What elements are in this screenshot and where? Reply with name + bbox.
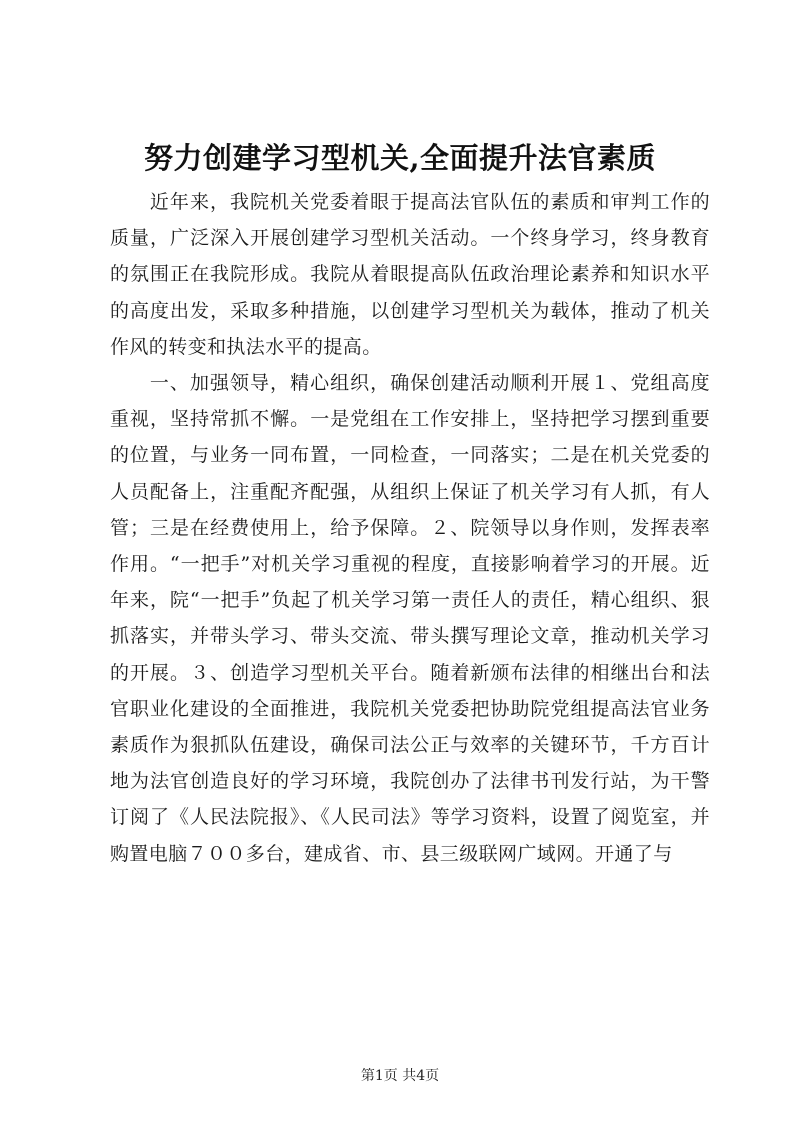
page-footer: 第1页 共4页 [360,1068,440,1084]
document-title: 努力创建学习型机关,全面提升法官素质 [143,141,657,175]
paragraph-intro: 近年来，我院机关党委着眼于提高法官队伍的素质和审判工作的质量，广泛深入开展创建学习型机关活动。一个终身学习，终身教育的氛围正在我院形成。我院从着眼提高队伍政治理论素养和知识水平的高度出发，采取多种措施，以创建学习型机关为载体，推动了机关作风的转变和执法水平的提高。 [110,191,710,358]
paragraph-section-one: 一、加强领导，精心组织，确保创建活动顺利开展１、党组高度重视，坚持常抓不懈。一是党组在工作安排上，坚持把学习摆到重要的位置，与业务一同布置，一同检查，一同落实；二是在机关党委的人员配备上，注重配齐配强，从组织上保证了机关学习有人抓，有人管；三是在经费使用上，给予保障。２、院领导以身作则，发挥表率作用。“一把手”对机关学习重视的程度，直接影响着学习的开展。近年来，院“一把手”负起了机关学习第一责任人的责任，精心组织、狠抓落实，并带头学习、带头交流、带头撰写理论文章，推动机关学习的开展。３、创造学习型机关平台。随着新颁布法律的相继出台和法官职业化建设的全面推进，我院机关党委把协助院党组提高法官业务素质作为狠抓队伍建设，确保司法公正与效率的关键环节，千方百计地为法官创造良好的学习环境，我院创办了法律书刊发行站，为干警订阅了《人民法院报》、《人民司法》等学习资料，设置了阅览室，并购置电脑７００多台，建成省、市、县三级联网广域网。开通了与 [110,372,710,865]
document-body [110,184,710,872]
